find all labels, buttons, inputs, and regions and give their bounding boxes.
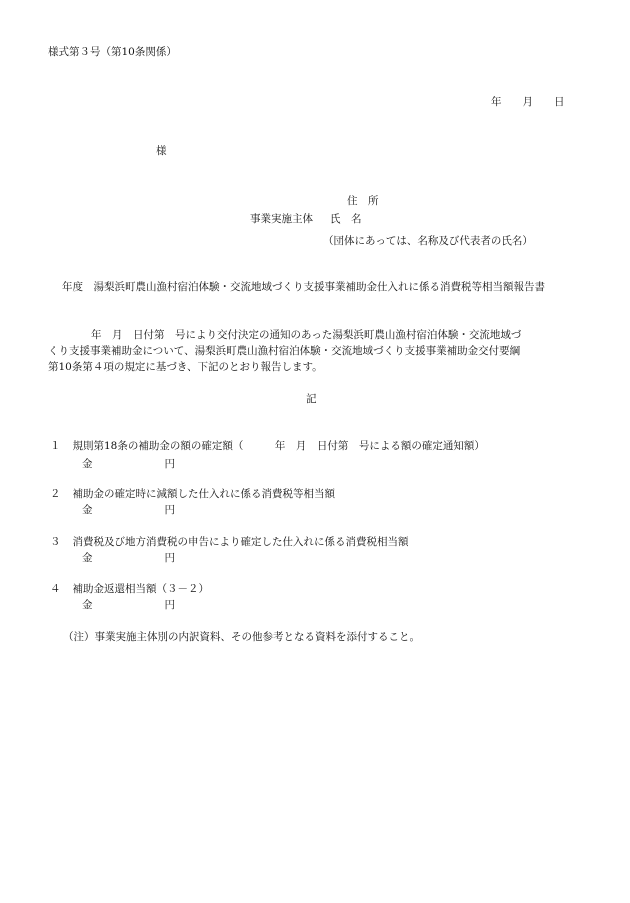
report-title: 年度 湯梨浜町農山漁村宿泊体験・交流地域づくり支援事業補助金仕入れに係る消費税等相当額報告書 bbox=[62, 281, 545, 293]
amount-prefix: 金 bbox=[82, 599, 93, 611]
body-line-3: 第10条第４項の規定に基づき、下記のとおり報告します。 bbox=[48, 361, 323, 373]
item-3-amount bbox=[82, 553, 175, 564]
amount-suffix: 円 bbox=[164, 504, 175, 516]
item-number: ２ bbox=[50, 488, 61, 500]
amount-suffix: 円 bbox=[164, 599, 175, 611]
entity-label: 事業実施主体 bbox=[250, 213, 313, 225]
group-note: （団体にあっては、名称及び代表者の氏名） bbox=[323, 235, 533, 247]
date-line: 年 月 日 bbox=[491, 96, 565, 108]
body-line-1: 年 月 日付第 号により交付決定の通知のあった湯梨浜町農山漁村宿泊体験・交流地域づ bbox=[91, 329, 522, 341]
item-4-heading bbox=[50, 584, 209, 595]
item-number: ３ bbox=[50, 536, 61, 548]
address-label: 住 所 bbox=[347, 195, 379, 207]
body-line-2: くり支援事業補助金について、湯梨浜町農山漁村宿泊体験・交流地域づくり支援事業補助金交付要綱 bbox=[48, 345, 521, 357]
item-text: 補助金返還相当額（３－２） bbox=[72, 583, 209, 595]
amount-prefix: 金 bbox=[82, 504, 93, 516]
item-1-heading bbox=[50, 441, 485, 452]
amount-prefix: 金 bbox=[82, 552, 93, 564]
item-2-heading bbox=[50, 489, 335, 500]
body-paragraph bbox=[48, 327, 590, 375]
item-text: 補助金の確定時に減額した仕入れに係る消費税等相当額 bbox=[72, 488, 335, 500]
item-number: １ bbox=[50, 440, 61, 452]
attachment-note: （注）事業実施主体別の内訳資料、その他参考となる資料を添付すること。 bbox=[63, 631, 420, 643]
applicant-block bbox=[250, 214, 362, 225]
amount-suffix: 円 bbox=[164, 458, 175, 470]
item-3-heading bbox=[50, 537, 409, 548]
item-text: 消費税及び地方消費税の申告により確定した仕入れに係る消費税相当額 bbox=[72, 536, 409, 548]
addressee-suffix: 様 bbox=[156, 145, 167, 157]
form-number: 様式第３号（第10条関係） bbox=[48, 46, 177, 58]
item-4-amount bbox=[82, 600, 175, 611]
name-label: 氏 名 bbox=[330, 213, 362, 225]
item-text: 規則第18条の補助金の額の確定額（ 年 月 日付第 号による額の確定通知額） bbox=[72, 440, 485, 452]
amount-suffix: 円 bbox=[164, 552, 175, 564]
item-2-amount bbox=[82, 505, 175, 516]
ki-label: 記 bbox=[306, 393, 317, 405]
item-number: ４ bbox=[50, 583, 61, 595]
amount-prefix: 金 bbox=[82, 458, 93, 470]
item-1-amount bbox=[82, 459, 175, 470]
